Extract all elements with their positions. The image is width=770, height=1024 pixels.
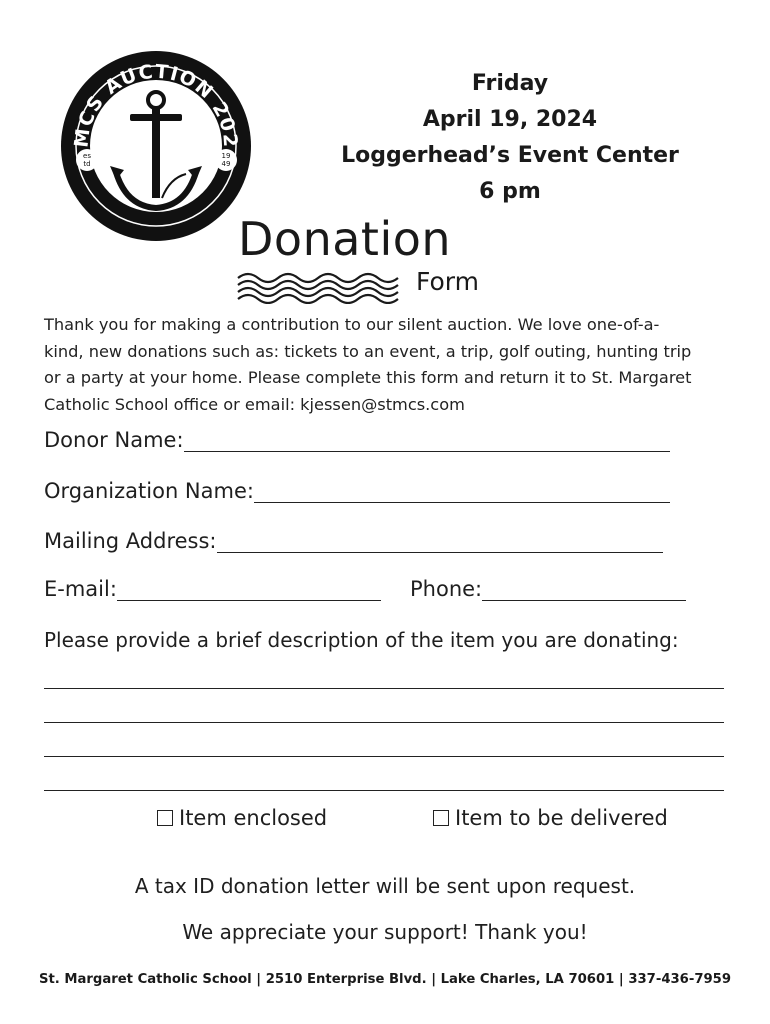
donor-name-field[interactable] — [44, 428, 670, 452]
mailing-address-line[interactable] — [217, 530, 663, 553]
badge-right-bottom: 49 — [221, 160, 231, 168]
event-venue: Loggerhead’s Event Center — [341, 143, 679, 168]
phone-line[interactable] — [482, 578, 686, 601]
item-delivered-checkbox[interactable] — [433, 806, 668, 830]
logo-top-text: MCS AUCTION 202 — [70, 60, 242, 150]
checkbox-icon[interactable] — [433, 810, 449, 826]
item-enclosed-label: Item enclosed — [179, 806, 328, 830]
description-line[interactable] — [44, 756, 724, 757]
event-date: April 19, 2024 — [422, 107, 598, 132]
badge-right-top: 19 — [221, 152, 231, 160]
badge-left-top: es — [83, 152, 91, 160]
organization-name-field[interactable] — [44, 479, 670, 503]
checkbox-icon[interactable] — [157, 810, 173, 826]
logo-bottom-text: GOING OVERBOARD — [96, 172, 216, 212]
donor-name-label: Donor Name: — [44, 428, 184, 452]
waves-icon — [236, 268, 416, 304]
donor-name-line[interactable] — [184, 429, 670, 452]
intro-paragraph — [44, 312, 714, 418]
mailing-address-label: Mailing Address: — [44, 529, 217, 553]
mailing-address-field[interactable] — [44, 529, 663, 553]
intro-line: Thank you for making a contribution to our silent auction. We love one-of-a- — [44, 315, 660, 334]
email-line[interactable] — [117, 578, 381, 601]
thanks-note: We appreciate your support! Thank you! — [182, 920, 588, 944]
description-line[interactable] — [44, 722, 724, 723]
footer-contact: St. Margaret Catholic School | 2510 Enterprise Blvd. | Lake Charles, LA 70601 | 337-436-7959 — [38, 972, 732, 987]
description-line[interactable] — [44, 790, 724, 791]
intro-line: or a party at your home. Please complete this form and return it to St. Margaret — [44, 368, 692, 387]
intro-line: kind, new donations such as: tickets to an event, a trip, golf outing, hunting trip — [44, 341, 692, 361]
badge-left-bottom: td — [83, 160, 91, 168]
logo-graphic — [58, 48, 254, 244]
phone-field[interactable] — [410, 577, 686, 601]
organization-name-line[interactable] — [254, 480, 670, 503]
smcs-auction-logo — [58, 48, 254, 244]
event-time: 6 pm — [479, 179, 541, 204]
item-enclosed-checkbox[interactable] — [157, 806, 327, 830]
intro-line: Catholic School office or email: kjessen@stmcs.com — [44, 394, 465, 414]
title-sub: Form — [416, 267, 479, 296]
event-day: Friday — [471, 71, 549, 96]
title-main: Donation — [238, 212, 452, 266]
description-line[interactable] — [44, 688, 724, 689]
event-details — [315, 66, 705, 210]
email-field[interactable] — [44, 577, 381, 601]
description-prompt: Please provide a brief description of the item you are donating: — [44, 628, 679, 652]
tax-note: A tax ID donation letter will be sent upon request. — [134, 874, 636, 898]
item-delivered-label: Item to be delivered — [455, 806, 668, 830]
form-title — [236, 212, 506, 307]
phone-label: Phone: — [410, 577, 483, 601]
email-label: E-mail: — [44, 577, 117, 601]
organization-name-label: Organization Name: — [44, 479, 254, 503]
